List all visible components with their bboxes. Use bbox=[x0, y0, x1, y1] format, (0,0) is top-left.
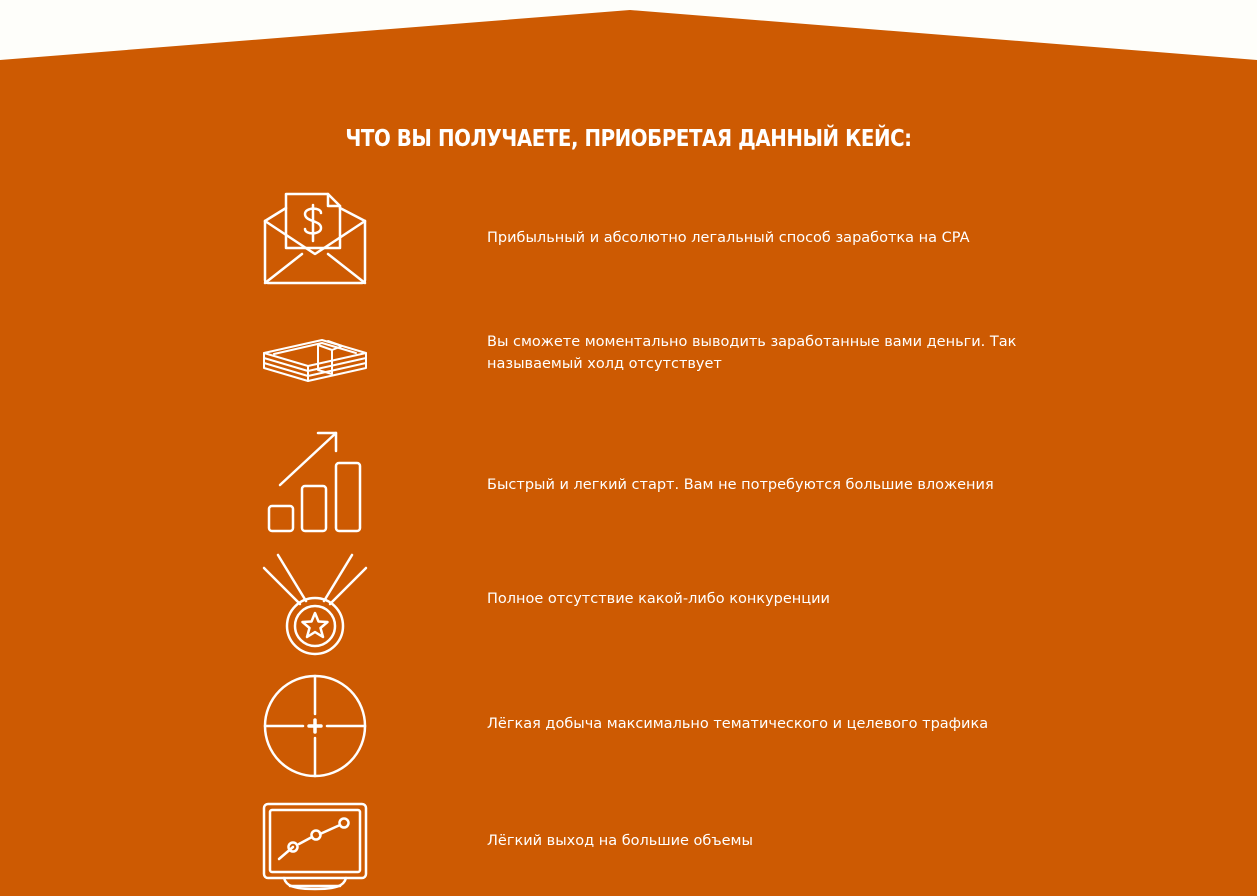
section-title: ЧТО ВЫ ПОЛУЧАЕТЕ, ПРИОБРЕТАЯ ДАННЫЙ КЕЙС: bbox=[345, 126, 912, 152]
medal-star-icon bbox=[262, 552, 368, 658]
target-crosshair-icon bbox=[262, 674, 368, 778]
envelope-dollar-icon bbox=[262, 192, 368, 286]
feature-text-3: Быстрый и легкий старт. Вам не потребуются большие вложения bbox=[487, 477, 994, 493]
feature-text-2: Вы сможете моментально выводить заработанные вами деньги. Так называемый холд отсутствует bbox=[487, 334, 1017, 372]
feature-text-4: Полное отсутствие какой-либо конкуренции bbox=[487, 591, 830, 607]
monitor-chart-icon bbox=[262, 802, 368, 894]
feature-text-1: Прибыльный и абсолютно легальный способ заработка на CPA bbox=[487, 230, 970, 246]
feature-text-5: Лёгкая добыча максимально тематического и целевого трафика bbox=[487, 716, 989, 732]
growth-chart-icon bbox=[266, 430, 364, 534]
money-stack-icon bbox=[262, 336, 368, 384]
feature-text-6: Лёгкий выход на большие объемы bbox=[487, 833, 753, 849]
